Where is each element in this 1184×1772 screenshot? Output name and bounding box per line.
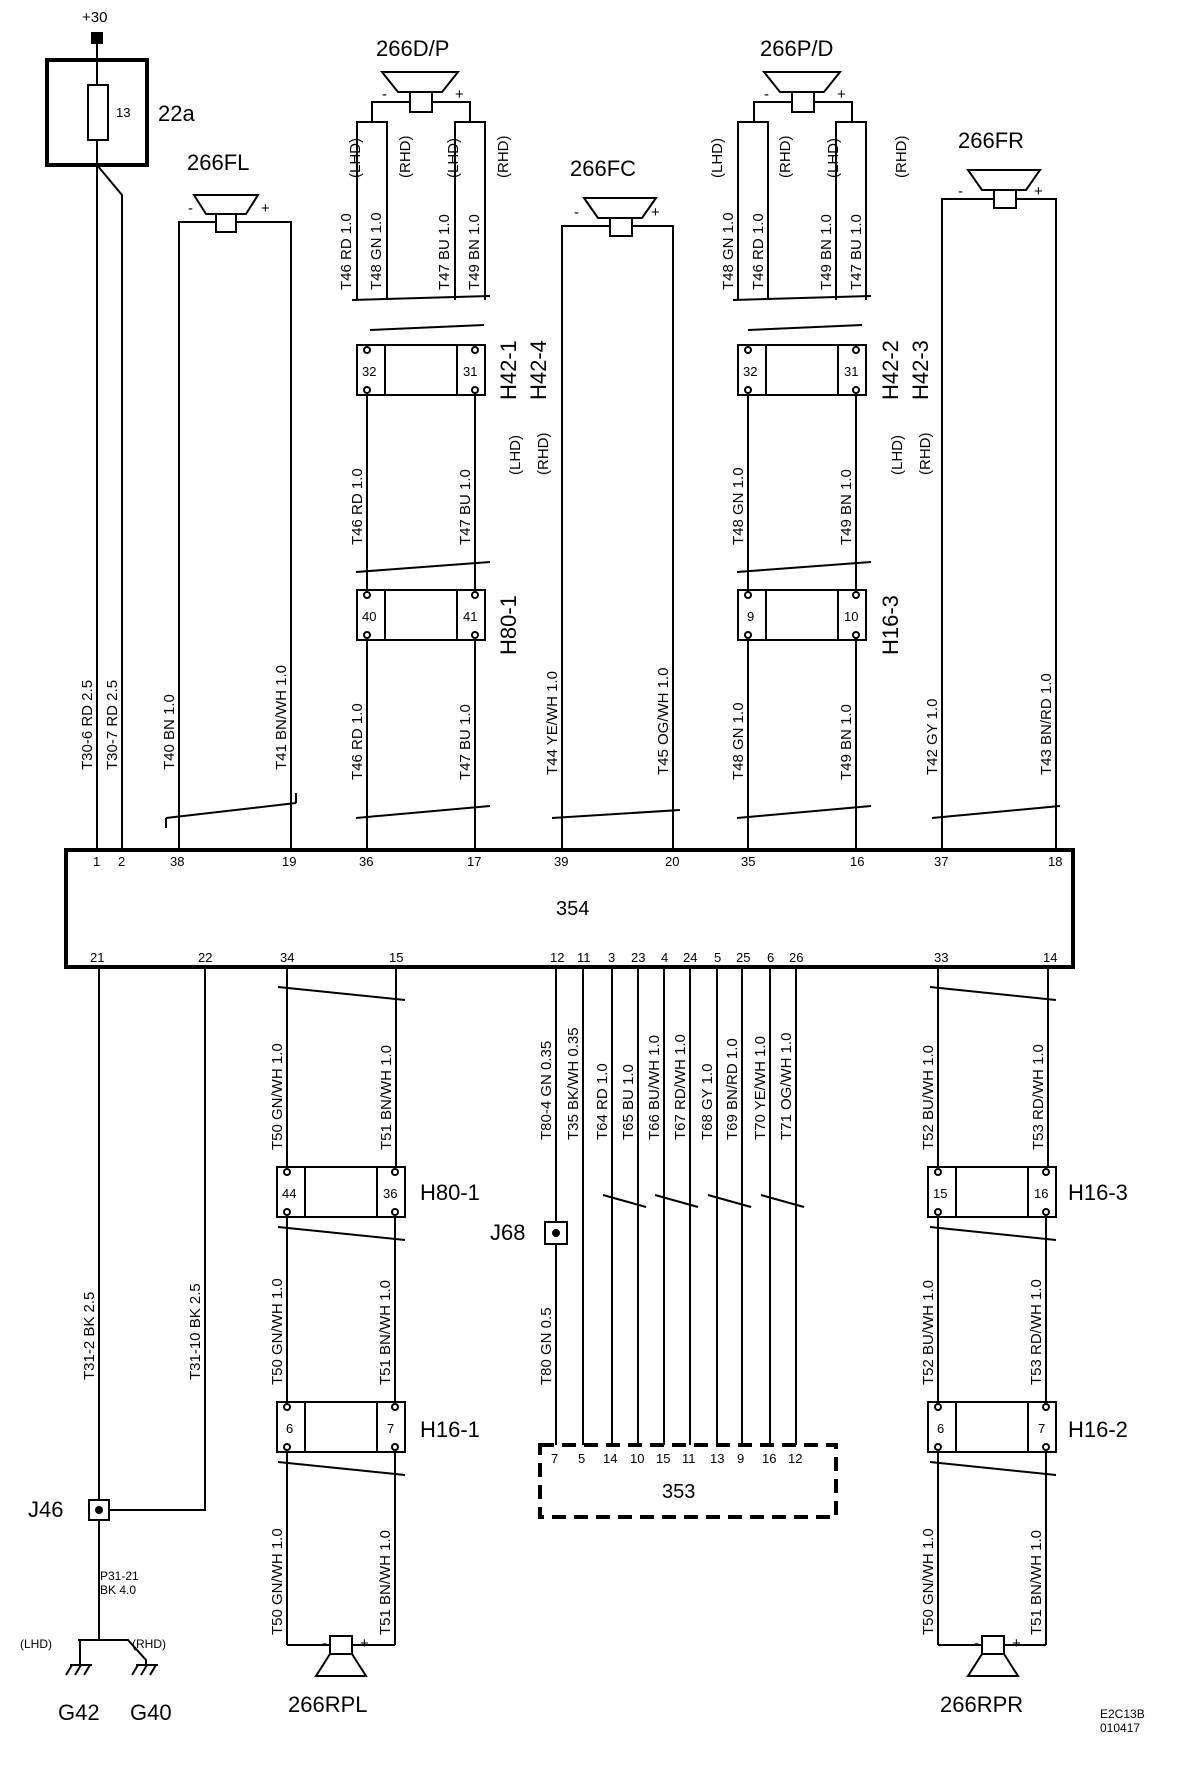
svg-text:32: 32 xyxy=(362,364,377,379)
connector-h16-2 xyxy=(928,1402,1128,1452)
wire-m48: T48 GN 1.0 xyxy=(730,467,747,545)
svg-text:1: 1 xyxy=(93,854,101,869)
svg-text:J46: J46 xyxy=(28,1497,64,1522)
p31-wire: BK 4.0 xyxy=(100,1583,137,1597)
svg-text:(LHD): (LHD) xyxy=(825,138,842,178)
svg-text:-: - xyxy=(764,86,769,103)
p31-label: P31-21 xyxy=(100,1569,139,1583)
svg-text:H42-2: H42-2 xyxy=(878,340,903,400)
cd-wire-labels xyxy=(538,1027,795,1385)
svg-text:-: - xyxy=(382,86,387,103)
ecu-id: 354 xyxy=(556,898,590,920)
wire-m49: T49 BN 1.0 xyxy=(838,469,855,545)
svg-text:(RHD): (RHD) xyxy=(777,135,794,178)
speaker-266pd xyxy=(760,36,846,112)
svg-text:40: 40 xyxy=(362,609,377,624)
wire-t30-6: T30-6 RD 2.5 xyxy=(79,679,96,770)
svg-text:10: 10 xyxy=(844,609,859,624)
wire-t42: T42 GY 1.0 xyxy=(924,698,941,775)
svg-text:32: 32 xyxy=(743,364,758,379)
junction-j68 xyxy=(490,1220,567,1245)
svg-text:34: 34 xyxy=(280,950,295,965)
wire-l47: T47 BU 1.0 xyxy=(457,704,474,780)
svg-text:H80-1: H80-1 xyxy=(420,1180,480,1205)
svg-text:266P/D: 266P/D xyxy=(760,36,834,61)
svg-text:22: 22 xyxy=(198,950,213,965)
wire-dp-46: T46 RD 1.0 xyxy=(338,213,355,290)
wire-t40: T40 BN 1.0 xyxy=(161,694,178,770)
wire-t41: T41 BN/WH 1.0 xyxy=(273,664,290,770)
svg-text:7: 7 xyxy=(551,1451,559,1466)
svg-text:266FR: 266FR xyxy=(958,128,1025,153)
svg-text:16: 16 xyxy=(762,1451,777,1466)
svg-text:T65 BU 1.0: T65 BU 1.0 xyxy=(620,1064,637,1140)
svg-text:37: 37 xyxy=(934,854,949,869)
svg-text:H42-3: H42-3 xyxy=(908,340,933,400)
svg-text:44: 44 xyxy=(282,1186,297,1201)
ecu-top-pins xyxy=(93,854,1062,869)
svg-text:(LHD): (LHD) xyxy=(507,435,524,475)
svg-text:15: 15 xyxy=(933,1186,948,1201)
ground-g42 xyxy=(58,1665,100,1725)
svg-text:(RHD): (RHD) xyxy=(893,135,910,178)
svg-text:-: - xyxy=(574,204,579,221)
svg-text:11: 11 xyxy=(682,1451,696,1466)
svg-text:266D/P: 266D/P xyxy=(376,36,450,61)
svg-text:41: 41 xyxy=(463,609,478,624)
svg-text:T80-4 GN 0.35: T80-4 GN 0.35 xyxy=(538,1040,555,1140)
wire-t50c: T50 GN/WH 1.0 xyxy=(269,1528,286,1635)
svg-text:(RHD): (RHD) xyxy=(535,432,552,475)
svg-text:T67 RD/WH 1.0: T67 RD/WH 1.0 xyxy=(672,1034,689,1140)
fuse-id: 22a xyxy=(158,101,195,126)
svg-text:2: 2 xyxy=(118,854,126,869)
wire-pd-48: T48 GN 1.0 xyxy=(720,212,737,290)
cd-changer-id: 353 xyxy=(662,1481,696,1503)
svg-text:+: + xyxy=(455,86,464,103)
svg-text:39: 39 xyxy=(554,854,569,869)
svg-text:H42-4: H42-4 xyxy=(526,340,551,400)
svg-text:26: 26 xyxy=(789,950,804,965)
svg-text:18: 18 xyxy=(1048,854,1063,869)
svg-text:266FC: 266FC xyxy=(570,156,637,181)
connector-h42-1 xyxy=(357,340,552,475)
wire-t31-10: T31-10 BK 2.5 xyxy=(187,1283,204,1380)
wire-t44: T44 YE/WH 1.0 xyxy=(544,671,561,775)
svg-text:T69 BN/RD 1.0: T69 BN/RD 1.0 xyxy=(724,1038,741,1140)
svg-text:13: 13 xyxy=(710,1451,725,1466)
svg-text:11: 11 xyxy=(577,950,591,965)
wire-t51c: T51 BN/WH 1.0 xyxy=(377,1529,394,1635)
svg-text:(LHD): (LHD) xyxy=(347,138,364,178)
svg-text:+: + xyxy=(651,204,660,221)
svg-text:T64 RD 1.0: T64 RD 1.0 xyxy=(594,1063,611,1140)
connector-h16-1 xyxy=(277,1402,480,1452)
wire-t52a: T52 BU/WH 1.0 xyxy=(920,1044,937,1150)
wire-t50d: T50 GN/WH 1.0 xyxy=(920,1528,937,1635)
svg-text:35: 35 xyxy=(741,854,756,869)
svg-text:23: 23 xyxy=(631,950,646,965)
wire-m47: T47 BU 1.0 xyxy=(457,469,474,545)
wire-t53a: T53 RD/WH 1.0 xyxy=(1030,1044,1047,1150)
wire-pd-47: T47 BU 1.0 xyxy=(848,214,865,290)
svg-text:38: 38 xyxy=(170,854,185,869)
speaker-266rpl xyxy=(288,1635,369,1717)
svg-text:6: 6 xyxy=(286,1421,294,1436)
speaker-266fl xyxy=(187,150,270,232)
wire-pd-46: T46 RD 1.0 xyxy=(750,213,767,290)
svg-text:25: 25 xyxy=(736,950,751,965)
fuse xyxy=(88,85,108,140)
svg-text:36: 36 xyxy=(359,854,374,869)
svg-text:T35 BK/WH 0.35: T35 BK/WH 0.35 xyxy=(565,1027,582,1140)
svg-text:31: 31 xyxy=(844,364,859,379)
wire-t43: T43 BN/RD 1.0 xyxy=(1038,673,1055,775)
wire-dp-47: T47 BU 1.0 xyxy=(436,214,453,290)
svg-text:9: 9 xyxy=(747,609,755,624)
fuse-number: 13 xyxy=(116,105,131,120)
svg-text:33: 33 xyxy=(934,950,949,965)
svg-text:H16-1: H16-1 xyxy=(420,1417,480,1442)
svg-text:G40: G40 xyxy=(130,1700,172,1725)
svg-text:+: + xyxy=(1012,1635,1021,1652)
connector-h80-1-lower xyxy=(277,1167,480,1217)
cd-changer-pins xyxy=(551,1451,802,1466)
ref-code: E2C13B xyxy=(1100,1707,1145,1721)
svg-text:(LHD): (LHD) xyxy=(709,138,726,178)
svg-text:G42: G42 xyxy=(58,1700,100,1725)
ref-date: 010417 xyxy=(1100,1721,1141,1735)
svg-text:14: 14 xyxy=(603,1451,618,1466)
wire-t51d: T51 BN/WH 1.0 xyxy=(1028,1529,1045,1635)
ecu-bottom-pins xyxy=(90,950,1057,965)
svg-text:15: 15 xyxy=(656,1451,671,1466)
svg-text:7: 7 xyxy=(1038,1421,1046,1436)
svg-text:-: - xyxy=(322,1635,327,1652)
svg-text:(RHD): (RHD) xyxy=(495,135,512,178)
svg-text:17: 17 xyxy=(467,854,482,869)
wire-l46: T46 RD 1.0 xyxy=(349,703,366,780)
svg-text:14: 14 xyxy=(1043,950,1058,965)
wire-l48: T48 GN 1.0 xyxy=(730,702,747,780)
svg-text:J68: J68 xyxy=(490,1220,526,1245)
svg-text:(RHD): (RHD) xyxy=(917,432,934,475)
svg-text:266RPL: 266RPL xyxy=(288,1692,368,1717)
svg-text:T71 OG/WH 1.0: T71 OG/WH 1.0 xyxy=(778,1032,795,1140)
wire-t51b: T51 BN/WH 1.0 xyxy=(377,1279,394,1385)
svg-text:7: 7 xyxy=(387,1421,395,1436)
connector-h80-1-upper xyxy=(357,590,521,655)
connector-h16-3-lower xyxy=(928,1167,1128,1217)
svg-text:16: 16 xyxy=(850,854,865,869)
svg-text:12: 12 xyxy=(550,950,565,965)
svg-text:-: - xyxy=(958,183,963,200)
svg-text:H16-2: H16-2 xyxy=(1068,1417,1128,1442)
supply-terminal xyxy=(91,32,103,44)
svg-text:(LHD): (LHD) xyxy=(889,435,906,475)
wire-t52b: T52 BU/WH 1.0 xyxy=(920,1279,937,1385)
svg-text:9: 9 xyxy=(737,1451,745,1466)
speaker-266fc xyxy=(570,156,660,236)
svg-text:(RHD): (RHD) xyxy=(132,1637,166,1651)
speaker-266dp xyxy=(376,36,464,112)
svg-text:T66 BU/WH 1.0: T66 BU/WH 1.0 xyxy=(646,1034,663,1140)
svg-text:(LHD): (LHD) xyxy=(20,1637,52,1651)
svg-text:21: 21 xyxy=(90,950,105,965)
supply-label: +30 xyxy=(82,9,108,26)
wire-t45: T45 OG/WH 1.0 xyxy=(655,667,672,775)
svg-text:3: 3 xyxy=(608,950,616,965)
svg-text:H42-1: H42-1 xyxy=(496,340,521,400)
svg-text:15: 15 xyxy=(389,950,404,965)
svg-text:5: 5 xyxy=(714,950,722,965)
svg-text:10: 10 xyxy=(630,1451,645,1466)
svg-text:266RPR: 266RPR xyxy=(940,1692,1024,1717)
svg-text:T68 GY 1.0: T68 GY 1.0 xyxy=(699,1063,716,1140)
svg-text:5: 5 xyxy=(578,1451,586,1466)
svg-text:266FL: 266FL xyxy=(187,150,250,175)
svg-text:+: + xyxy=(360,1635,369,1652)
svg-text:-: - xyxy=(974,1635,979,1652)
svg-text:(RHD): (RHD) xyxy=(397,135,414,178)
wire-t50b: T50 GN/WH 1.0 xyxy=(269,1278,286,1385)
connector-h42-2 xyxy=(738,340,934,475)
wire-t53b: T53 RD/WH 1.0 xyxy=(1028,1279,1045,1385)
svg-text:12: 12 xyxy=(788,1451,803,1466)
svg-text:+: + xyxy=(837,86,846,103)
wire-t50a: T50 GN/WH 1.0 xyxy=(269,1043,286,1150)
svg-text:-: - xyxy=(188,200,193,217)
svg-text:H16-3: H16-3 xyxy=(878,595,903,655)
svg-text:16: 16 xyxy=(1034,1186,1049,1201)
svg-text:36: 36 xyxy=(383,1186,398,1201)
connector-h16-3-upper xyxy=(738,590,903,655)
wire-pd-49: T49 BN 1.0 xyxy=(818,214,835,290)
ground-g40 xyxy=(130,1665,172,1725)
svg-text:31: 31 xyxy=(463,364,478,379)
wire-t51a: T51 BN/WH 1.0 xyxy=(378,1044,395,1150)
wire-m46: T46 RD 1.0 xyxy=(349,468,366,545)
speaker-266rpr xyxy=(940,1635,1023,1717)
svg-text:20: 20 xyxy=(665,854,680,869)
junction-j46 xyxy=(28,1497,109,1522)
svg-text:6: 6 xyxy=(767,950,775,965)
svg-text:T70 YE/WH 1.0: T70 YE/WH 1.0 xyxy=(752,1036,769,1140)
svg-text:24: 24 xyxy=(683,950,698,965)
svg-text:H80-1: H80-1 xyxy=(496,595,521,655)
svg-text:+: + xyxy=(1034,183,1043,200)
wire-dp-49: T49 BN 1.0 xyxy=(466,214,483,290)
wire-dp-48: T48 GN 1.0 xyxy=(368,212,385,290)
svg-text:4: 4 xyxy=(661,950,669,965)
svg-text:T80 GN 0.5: T80 GN 0.5 xyxy=(538,1307,555,1385)
svg-text:(LHD): (LHD) xyxy=(445,138,462,178)
speaker-266fr xyxy=(958,128,1043,208)
wire-t31-2: T31-2 BK 2.5 xyxy=(81,1291,98,1380)
svg-text:6: 6 xyxy=(937,1421,945,1436)
wire-l49: T49 BN 1.0 xyxy=(838,704,855,780)
wire-t30-7: T30-7 RD 2.5 xyxy=(104,679,121,770)
svg-text:+: + xyxy=(261,200,270,217)
svg-text:H16-3: H16-3 xyxy=(1068,1180,1128,1205)
svg-text:19: 19 xyxy=(282,854,297,869)
